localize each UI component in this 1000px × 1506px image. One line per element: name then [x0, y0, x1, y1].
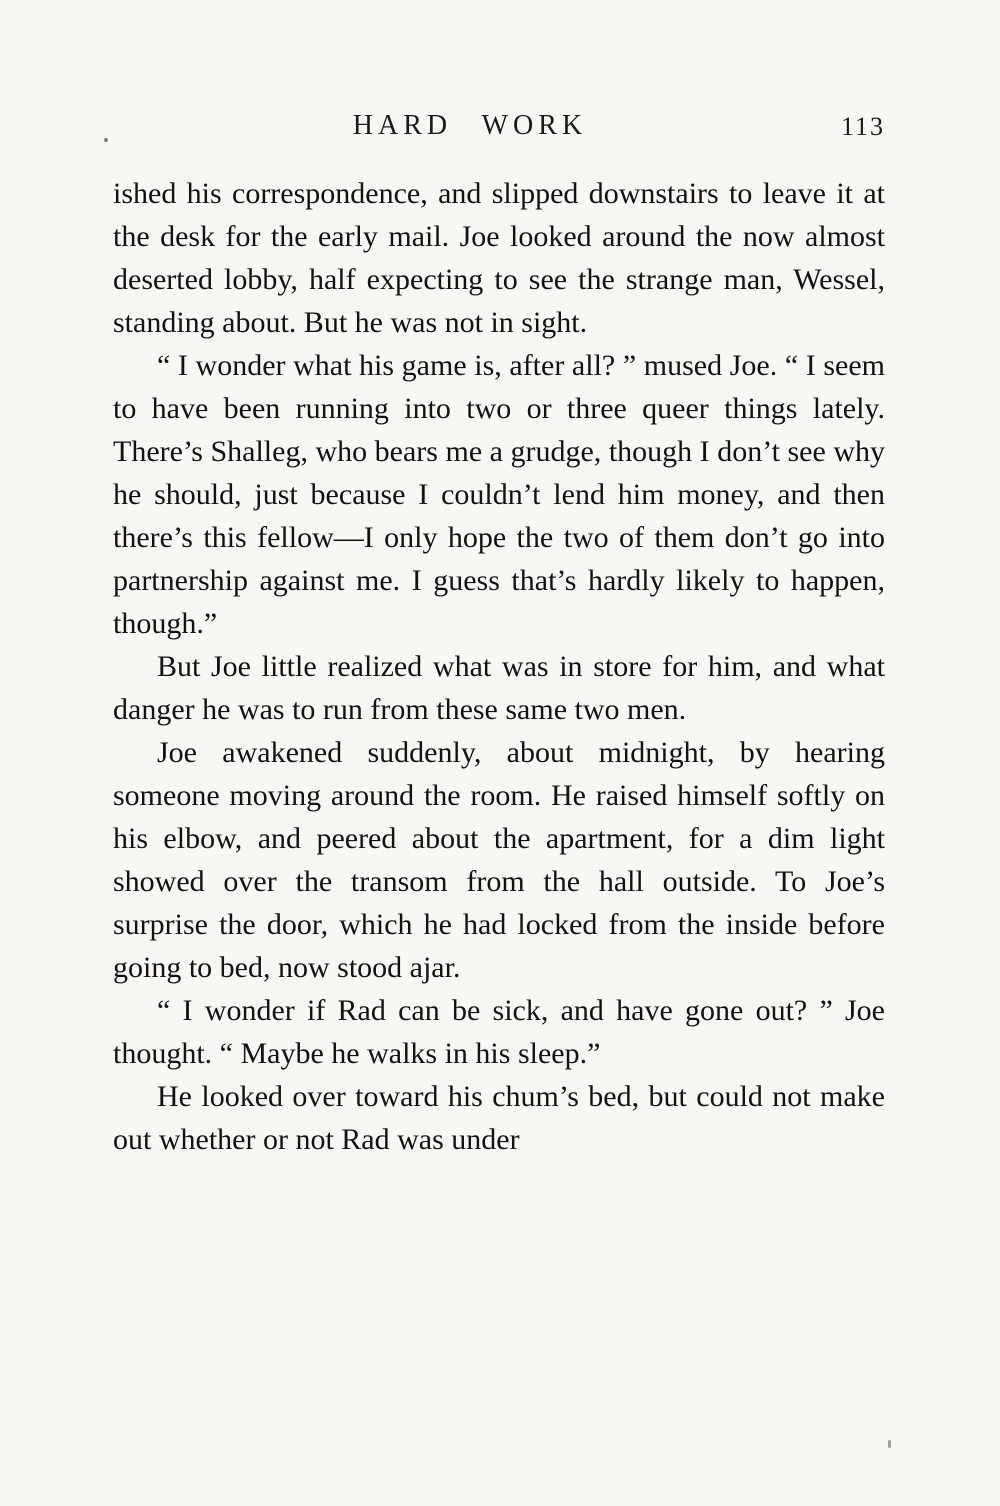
scan-speck: [888, 1440, 891, 1448]
paragraph: He looked over toward his chum’s bed, but could not make out whether or not Rad was under: [113, 1080, 885, 1156]
page-number: 113: [840, 112, 885, 141]
paragraph: “ I wonder if Rad can be sick, and have gone out? ” Joe thought. “ Maybe he walks in his sleep.”: [113, 994, 885, 1070]
scan-speck: [104, 138, 108, 142]
running-header: [115, 110, 885, 146]
paragraph: “ I wonder what his game is, after all? ” mused Joe. “ I seem to have been running into two or three queer things lately. There’s Shalleg, who bears me a grudge, though I don’t see why he should, just because I couldn’t lend him money, and then there’s this fellow—I only hope the two of them don’t go into partnership against me. I guess that’s hardly likely to happen, though.”: [113, 349, 885, 640]
chapter-title: HARD WORK: [352, 110, 588, 141]
paragraph: ished his correspondence, and slipped downstairs to leave it at the desk for the early mail. Joe looked around the now almost deserted lobby, half expecting to see the strange man, Wessel, standing about. But he was not in sight.: [113, 177, 885, 339]
page-body: [113, 172, 885, 1161]
paragraph: Joe awakened suddenly, about midnight, by hearing someone moving around the room. He raised himself softly on his elbow, and peered about the apartment, for a dim light showed over the transom from the hall outside. To Joe’s surprise the door, which he had locked from the inside before going to bed, now stood ajar.: [113, 736, 885, 984]
paragraph: But Joe little realized what was in store for him, and what danger he was to run from these same two men.: [113, 650, 885, 726]
